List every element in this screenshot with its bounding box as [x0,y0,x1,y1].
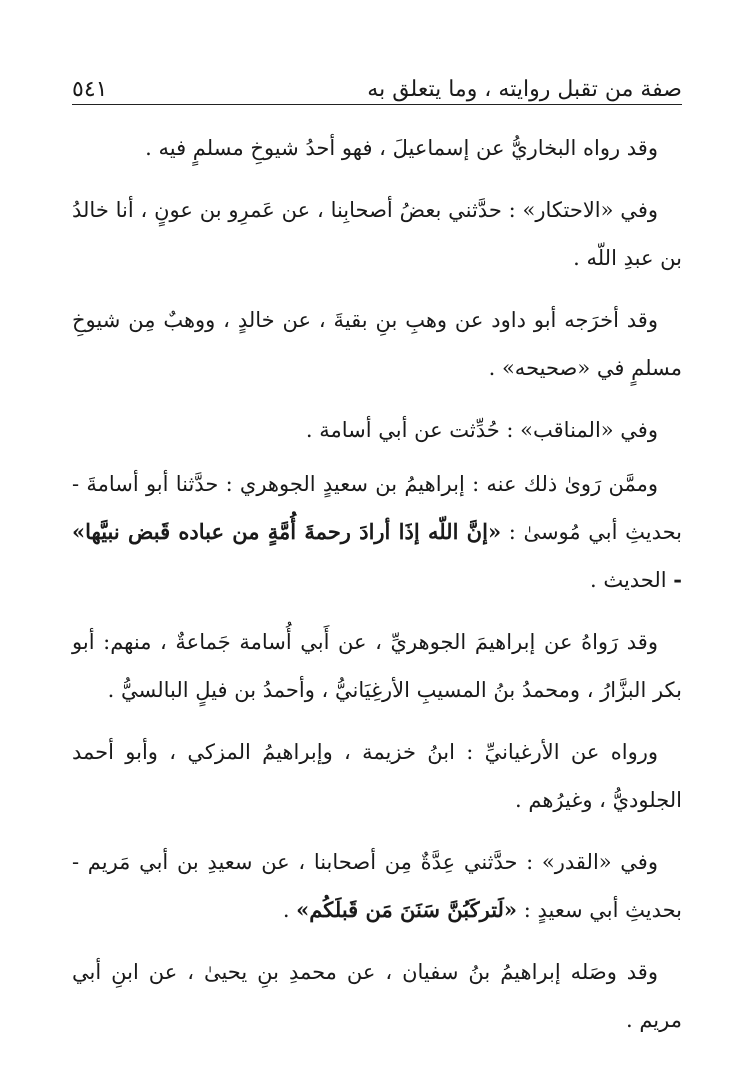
running-title: صفة من تقبل روايته ، وما يتعلق به [367,77,682,102]
paragraph-1: وقد رواه البخاريُّ عن إسماعيلَ ، فهو أحدُ شيوخِ مسلمٍ فيه . [145,136,658,160]
paragraph-6: وقد رَواهُ عن إبراهيمَ الجوهريِّ ، عن أَبي أُسامة جَماعةٌ ، منهم: أبو بكر البزَّارُ ، ومحمدُ بنُ المسيبِ الأرغِيَانيُّ ، وأحمدُ بن فيلٍ البالسيُّ . [72,630,682,702]
paragraph-8-tail: . [282,898,297,922]
paragraph-8-text: وفي «القدر» : حدَّثني عِدَّةٌ مِن أصحابنا ، عن سعيدِ بن أبي مَريم - بحديثِ أبي سعيدٍ : [72,850,682,922]
page-body [72,124,682,1058]
paragraph-8 [72,838,682,934]
paragraph-7: ورواه عن الأرغيانيِّ : ابنُ خزيمة ، وإبراهيمُ المزكي ، وأبو أحمد الجلوديُّ ، وغيرُهم . [72,740,682,812]
paragraph-9: وقد وصَله إبراهيمُ بنُ سفيان ، عن محمدِ بنِ يحيىٰ ، عن ابنِ أبي مريم . [72,960,682,1032]
paragraph-4: وفي «المناقب» : حُدِّثت عن أبي أسامة . [305,418,658,442]
hadith-quote-2: «لَتركَبُنَّ سَنَنَ مَن قَبلَكُم» [296,897,518,922]
paragraph-5-tail: الحديث . [589,568,674,592]
header-rule [72,104,682,105]
hadith-quote-1: «إنَّ اللّه إذَا أرادَ رحمةَ أُمَّةٍ من عباده قَبض نبيَّها» - [72,519,682,592]
paragraph-3: وقد أخرَجه أبو داود عن وهبِ بنِ بقيةَ ، عن خالدٍ ، ووهبٌ مِن شيوخِ مسلمٍ في «صحيحه» . [72,308,682,380]
paragraph-5 [72,460,682,604]
paragraph-2: وفي «الاحتكار» : حدَّثني بعضُ أصحابِنا ، عن عَمرِو بن عونٍ ، أنا خالدُ بن عبدِ اللّه . [72,198,682,270]
paragraph-5-text: وممَّن رَوىٰ ذلك عنه : إبراهيمُ بن سعيدٍ الجوهري : حدَّثنا أبو أسامةَ - بحديثِ أبي مُوسىٰ : [72,472,682,544]
page-number: ٥٤١ [72,77,108,102]
page-header [72,62,682,102]
